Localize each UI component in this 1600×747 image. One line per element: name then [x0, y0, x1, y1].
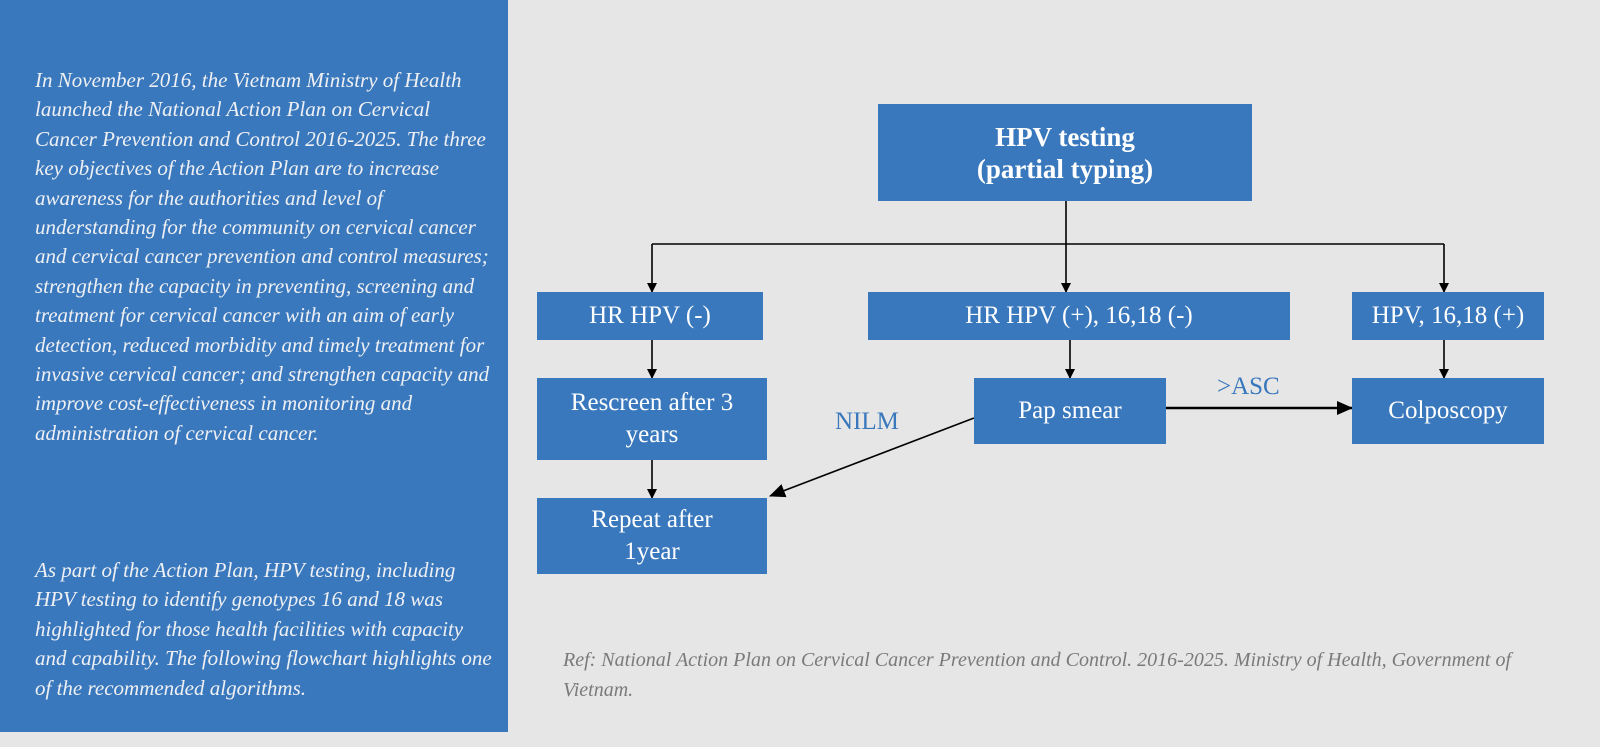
colposcopy-box: Colposcopy: [1352, 378, 1544, 444]
hr-hpv-positive-box: HR HPV (+), 16,18 (-): [868, 292, 1290, 340]
hpv-testing-box: [878, 104, 1252, 201]
nilm-label: NILM: [835, 408, 899, 435]
intro-paragraph-2: As part of the Action Plan, HPV testing, including HPV testing to identify genotypes 16 and 18 was highlighted for those health facilities with capacity and capability. The following flowchart highlights one of the recommended algorithms.: [35, 558, 492, 700]
hr-hpv-negative-box: HR HPV (-): [537, 292, 763, 340]
repeat-box: Repeat after 1year: [537, 498, 767, 574]
reference-note: Ref: National Action Plan on Cervical Cancer Prevention and Control. 2016-2025. Ministry of Health, Government of Vietnam.: [563, 649, 1512, 701]
pap-smear-box: Pap smear: [974, 378, 1166, 444]
asc-label: >ASC: [1217, 373, 1280, 400]
root-line-2: (partial typing): [976, 153, 1154, 184]
rescreen-box: Rescreen after 3 years: [537, 378, 767, 460]
intro-paragraph-1: In November 2016, the Vietnam Ministry of Health launched the National Action Plan on Cervical Cancer Prevention and Control 2016-2025. The three key objectives of the Action Plan are to increase awareness for the authorities and level of understanding for the community on cervical cancer and cervical cancer prevention and control measures; strengthen the capacity in preventing, screening and treatment for cervical cancer with an aim of early detection, reduced morbidity and timely treatment for invasive cervical cancer; and strengthen capacity and improve cost-effectiveness in monitoring and administration of cervical cancer.: [35, 68, 490, 445]
hpv-16-18-positive-box: HPV, 16,18 (+): [1352, 292, 1544, 340]
root-line-1: HPV testing: [995, 121, 1135, 152]
